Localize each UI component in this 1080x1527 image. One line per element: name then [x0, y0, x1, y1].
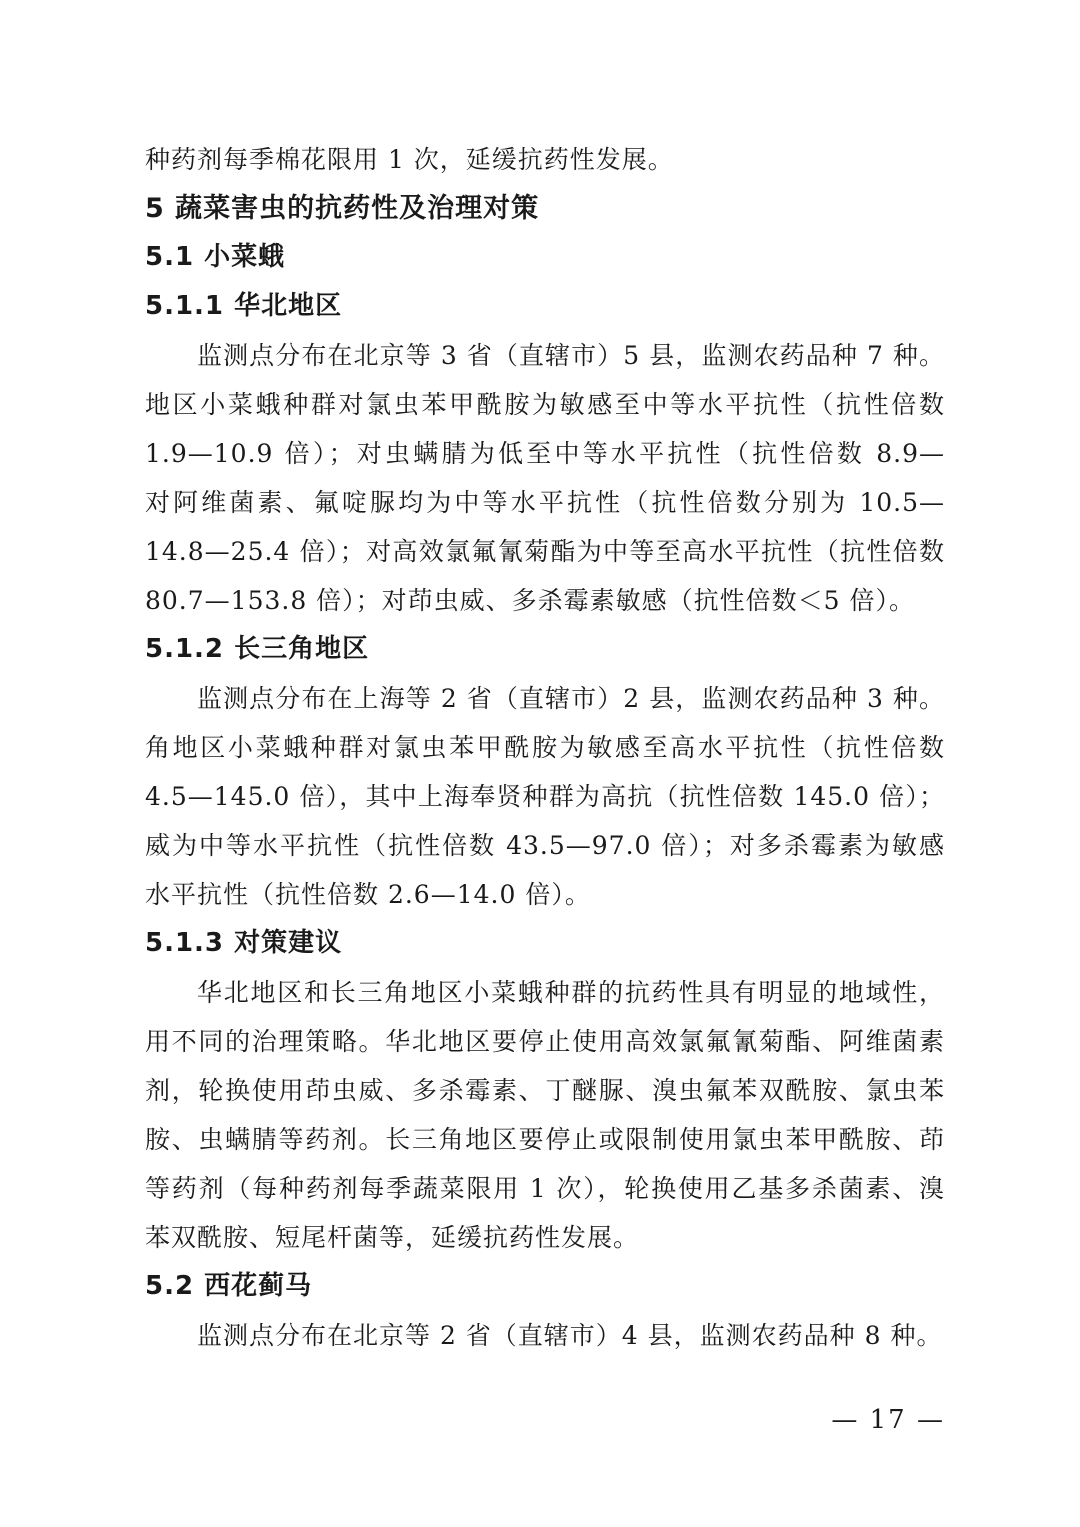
section-heading-5-1: 5.1 小菜蛾	[145, 242, 286, 272]
paragraph-line: 苯双酰胺、短尾杆菌等，延缓抗药性发展。	[145, 1223, 640, 1252]
paragraph-line: 用不同的治理策略。华北地区要停止使用高效氯氟氰菊酯、阿维菌素	[145, 1027, 945, 1056]
paragraph-line: 威为中等水平抗性（抗性倍数 43.5—97.0 倍）；对多杀霉素为敏感	[145, 831, 945, 860]
paragraph-line: 14.8—25.4 倍）；对高效氯氟氰菊酯为中等至高水平抗性（抗性倍数	[145, 537, 945, 566]
paragraph-line: 剂，轮换使用茚虫威、多杀霉素、丁醚脲、溴虫氟苯双酰胺、氯虫苯	[145, 1076, 945, 1105]
paragraph-line: 4.5—145.0 倍），其中上海奉贤种群为高抗（抗性倍数 145.0 倍）；	[145, 782, 945, 811]
paragraph-line: 等药剂（每种药剂每季蔬菜限用 1 次），轮换使用乙基多杀菌素、溴	[145, 1174, 945, 1203]
paragraph-line: 对阿维菌素、氟啶脲均为中等水平抗性（抗性倍数分别为 10.5—	[145, 488, 945, 517]
page-number: — 17 —	[831, 1405, 945, 1435]
paragraph-line: 角地区小菜蛾种群对氯虫苯甲酰胺为敏感至高水平抗性（抗性倍数	[145, 733, 945, 762]
paragraph-line: 监测点分布在上海等 2 省（直辖市）2 县，监测农药品种 3 种。	[197, 684, 945, 713]
paragraph-line: 胺、虫螨腈等药剂。长三角地区要停止或限制使用氯虫苯甲酰胺、茚	[145, 1125, 945, 1154]
section-heading-5: 5 蔬菜害虫的抗药性及治理对策	[145, 193, 540, 224]
paragraph-line: 华北地区和长三角地区小菜蛾种群的抗药性具有明显的地域性，	[197, 978, 945, 1007]
paragraph-line: 1.9—10.9 倍）；对虫螨腈为低至中等水平抗性（抗性倍数 8.9—	[145, 439, 945, 468]
paragraph-line: 监测点分布在北京等 3 省（直辖市）5 县，监测农药品种 7 种。	[197, 341, 945, 370]
section-heading-5-2: 5.2 西花蓟马	[145, 1271, 313, 1301]
document-page	[145, 135, 945, 1360]
paragraph-line: 监测点分布在北京等 2 省（直辖市）4 县，监测农药品种 8 种。	[197, 1321, 943, 1350]
section-heading-5-1-3: 5.1.3 对策建议	[145, 928, 343, 958]
paragraph-line: 地区小菜蛾种群对氯虫苯甲酰胺为敏感至中等水平抗性（抗性倍数	[145, 390, 945, 419]
paragraph-line: 80.7—153.8 倍）；对茚虫威、多杀霉素敏感（抗性倍数＜5 倍）。	[145, 586, 916, 615]
paragraph-line: 种药剂每季棉花限用 1 次，延缓抗药性发展。	[145, 145, 674, 174]
paragraph-line: 水平抗性（抗性倍数 2.6—14.0 倍）。	[145, 880, 591, 909]
section-heading-5-1-2: 5.1.2 长三角地区	[145, 634, 370, 664]
section-heading-5-1-1: 5.1.1 华北地区	[145, 291, 343, 321]
